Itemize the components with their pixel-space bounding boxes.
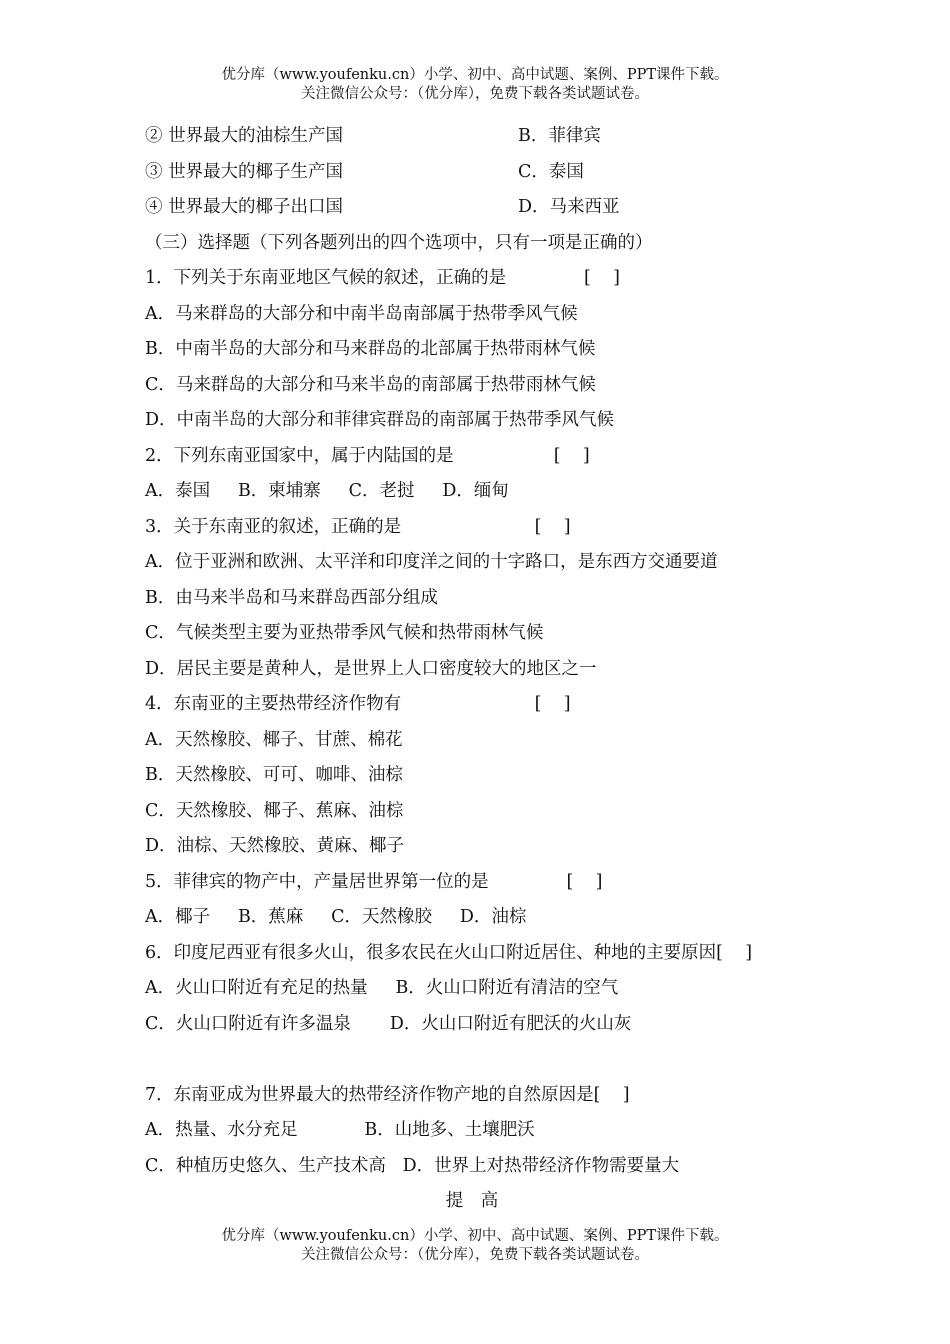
matching-left-4: ④ 世界最大的椰子出口国 bbox=[145, 197, 344, 217]
option: B．由马来半岛和马来群岛西部分组成 bbox=[145, 588, 438, 608]
option: B．中南半岛的大部分和马来群岛的北部属于热带雨林气候 bbox=[145, 339, 596, 359]
question-2: 2．下列东南亚国家中，属于内陆国的是 [ ] bbox=[145, 446, 590, 466]
matching-right-d: D．马来西亚 bbox=[518, 197, 620, 217]
footer-line-2: 关注微信公众号：（优分库），免费下载各类试题试卷。 bbox=[301, 1247, 649, 1263]
section-heading: （三）选择题（下列各题列出的四个选项中，只有一项是正确的） bbox=[145, 233, 653, 253]
option: A．天然橡胶、椰子、甘蔗、棉花 bbox=[145, 730, 403, 750]
option: A．马来群岛的大部分和中南半岛南部属于热带季风气候 bbox=[145, 304, 578, 324]
option: D．中南半岛的大部分和菲律宾群岛的南部属于热带季风气候 bbox=[145, 410, 615, 430]
section-title: 提 高 bbox=[445, 1191, 505, 1211]
option: A．位于亚洲和欧洲、太平洋和印度洋之间的十字路口，是东西方交通要道 bbox=[145, 552, 718, 572]
options-row: C．火山口附近有许多温泉 D．火山口附近有肥沃的火山灰 bbox=[145, 1014, 632, 1034]
option: C．气候类型主要为亚热带季风气候和热带雨林气候 bbox=[145, 623, 544, 643]
matching-left-3: ③ 世界最大的椰子生产国 bbox=[145, 162, 344, 182]
question-4: 4．东南亚的主要热带经济作物有 [ ] bbox=[145, 694, 571, 714]
footer-line-1: 优分库（www.youfenku.cn）小学、初中、高中试题、案例、PPT课件下载。 bbox=[221, 1228, 729, 1244]
question-3: 3．关于东南亚的叙述，正确的是 [ ] bbox=[145, 517, 571, 537]
option: D．居民主要是黄种人，是世界上人口密度较大的地区之一 bbox=[145, 659, 597, 679]
options-row: C．种植历史悠久、生产技术高 D．世界上对热带经济作物需要量大 bbox=[145, 1156, 680, 1176]
matching-left-2: ② 世界最大的油棕生产国 bbox=[145, 126, 344, 146]
header-line-1: 优分库（www.youfenku.cn）小学、初中、高中试题、案例、PPT课件下载。 bbox=[221, 67, 729, 83]
option: B．天然橡胶、可可、咖啡、油棕 bbox=[145, 765, 403, 785]
question-1: 1．下列关于东南亚地区气候的叙述，正确的是 [ ] bbox=[145, 268, 620, 288]
option: C．马来群岛的大部分和马来半岛的南部属于热带雨林气候 bbox=[145, 375, 596, 395]
options-row: A．椰子 B．蕉麻 C．天然橡胶 D．油棕 bbox=[145, 907, 527, 927]
question-5: 5．菲律宾的物产中，产量居世界第一位的是 [ ] bbox=[145, 872, 603, 892]
option: C．天然橡胶、椰子、蕉麻、油棕 bbox=[145, 801, 404, 821]
question-6: 6．印度尼西亚有很多火山，很多农民在火山口附近居住、种地的主要原因[ ] bbox=[145, 943, 753, 963]
matching-right-b: B．菲律宾 bbox=[518, 126, 601, 146]
header-line-2: 关注微信公众号：（优分库），免费下载各类试题试卷。 bbox=[301, 86, 649, 102]
options-row: A．泰国 B．柬埔寨 C．老挝 D．缅甸 bbox=[145, 481, 509, 501]
option: D．油棕、天然橡胶、黄麻、椰子 bbox=[145, 836, 405, 856]
question-7: 7．东南亚成为世界最大的热带经济作物产地的自然原因是[ ] bbox=[145, 1085, 630, 1105]
matching-right-c: C．泰国 bbox=[518, 162, 584, 182]
options-row: A．火山口附近有充足的热量 B．火山口附近有清洁的空气 bbox=[145, 978, 619, 998]
options-row: A．热量、水分充足 B．山地多、土壤肥沃 bbox=[145, 1120, 535, 1140]
